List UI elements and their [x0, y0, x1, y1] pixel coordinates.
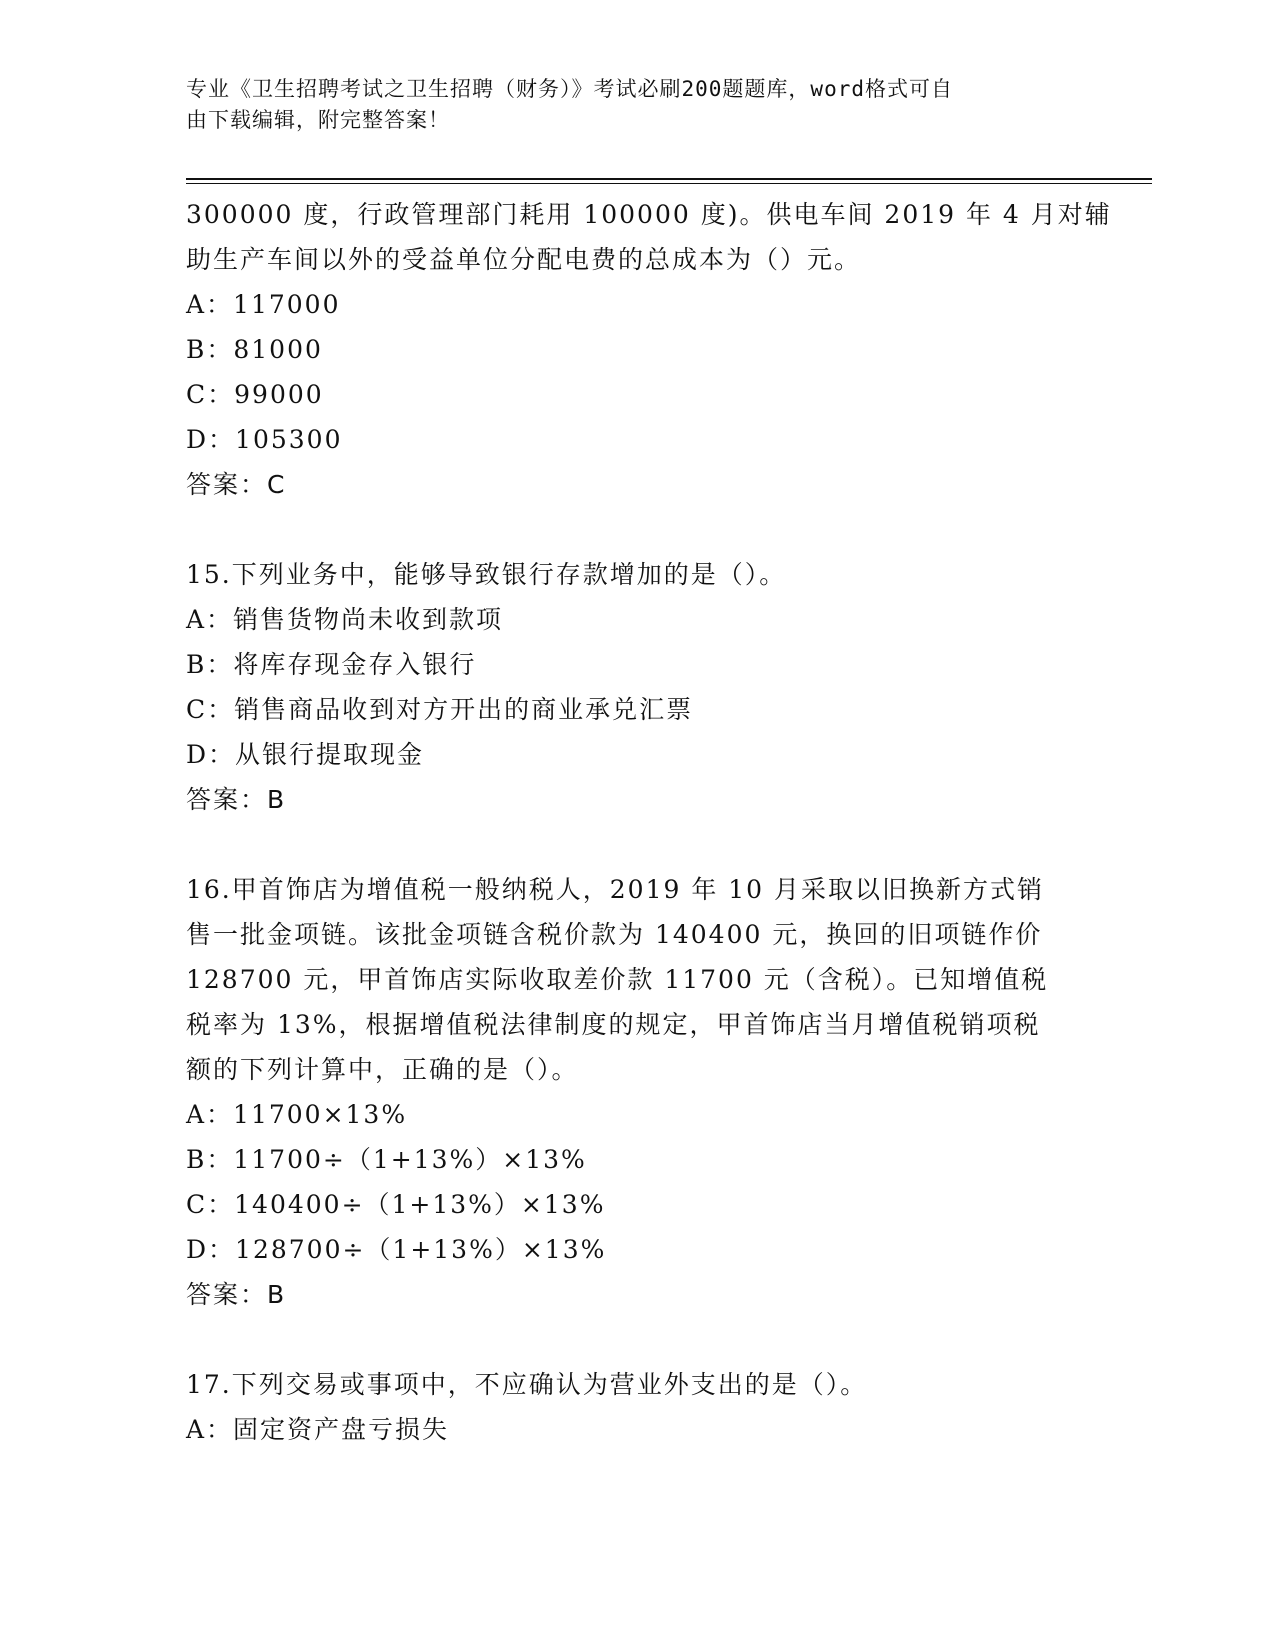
option-c: C：99000	[186, 380, 324, 409]
header-line: 专业《卫生招聘考试之卫生招聘（财务）》考试必刷200题题库，word格式可自	[186, 77, 953, 101]
option-a: A：固定资产盘亏损失	[186, 1415, 450, 1444]
question-stem: 税率为 13%，根据增值税法律制度的规定，甲首饰店当月增值税销项税	[186, 1010, 1041, 1039]
option-d: D：128700÷（1+13%）×13%	[186, 1235, 607, 1264]
answer: 答案：B	[186, 785, 287, 814]
question-stem: 17.下列交易或事项中，不应确认为营业外支出的是（）。	[186, 1370, 868, 1399]
question-stem: 额的下列计算中，正确的是（）。	[186, 1055, 579, 1084]
question-text: 300000 度，行政管理部门耗用 100000 度)。供电车间 2019 年 4 月对辅	[186, 200, 1112, 229]
option-c: C：销售商品收到对方开出的商业承兑汇票	[186, 695, 694, 724]
answer: 答案：C	[186, 470, 287, 499]
question-stem: 15.下列业务中，能够导致银行存款增加的是（）。	[186, 560, 787, 589]
question-stem: 128700 元，甲首饰店实际收取差价款 11700 元（含税）。已知增值税	[186, 965, 1049, 994]
option-a: A：117000	[186, 290, 341, 319]
header-line: 由下载编辑，附完整答案！	[186, 108, 450, 132]
option-a: A：11700×13%	[186, 1100, 408, 1129]
option-a: A：销售货物尚未收到款项	[186, 605, 504, 634]
option-d: D：从银行提取现金	[186, 740, 425, 769]
header-divider-thin	[186, 183, 1152, 184]
option-c: C：140400÷（1+13%）×13%	[186, 1190, 606, 1219]
header-divider	[186, 178, 1152, 180]
answer: 答案：B	[186, 1280, 287, 1309]
question-stem: 售一批金项链。该批金项链含税价款为 140400 元，换回的旧项链作价	[186, 920, 1043, 949]
question-16	[186, 867, 1086, 1317]
question-stem: 16.甲首饰店为增值税一般纳税人，2019 年 10 月采取以旧换新方式销	[186, 875, 1045, 904]
question-text: 助生产车间以外的受益单位分配电费的总成本为（）元。	[186, 245, 862, 274]
option-d: D：105300	[186, 425, 343, 454]
question-body	[186, 192, 1112, 1452]
document-header	[186, 74, 1066, 136]
question-17	[186, 1362, 1086, 1452]
option-b: B：11700÷（1+13%）×13%	[186, 1145, 587, 1174]
option-b: B：将库存现金存入银行	[186, 650, 477, 679]
question-15	[186, 552, 1086, 822]
question-14-continuation	[186, 192, 1112, 507]
option-b: B：81000	[186, 335, 323, 364]
